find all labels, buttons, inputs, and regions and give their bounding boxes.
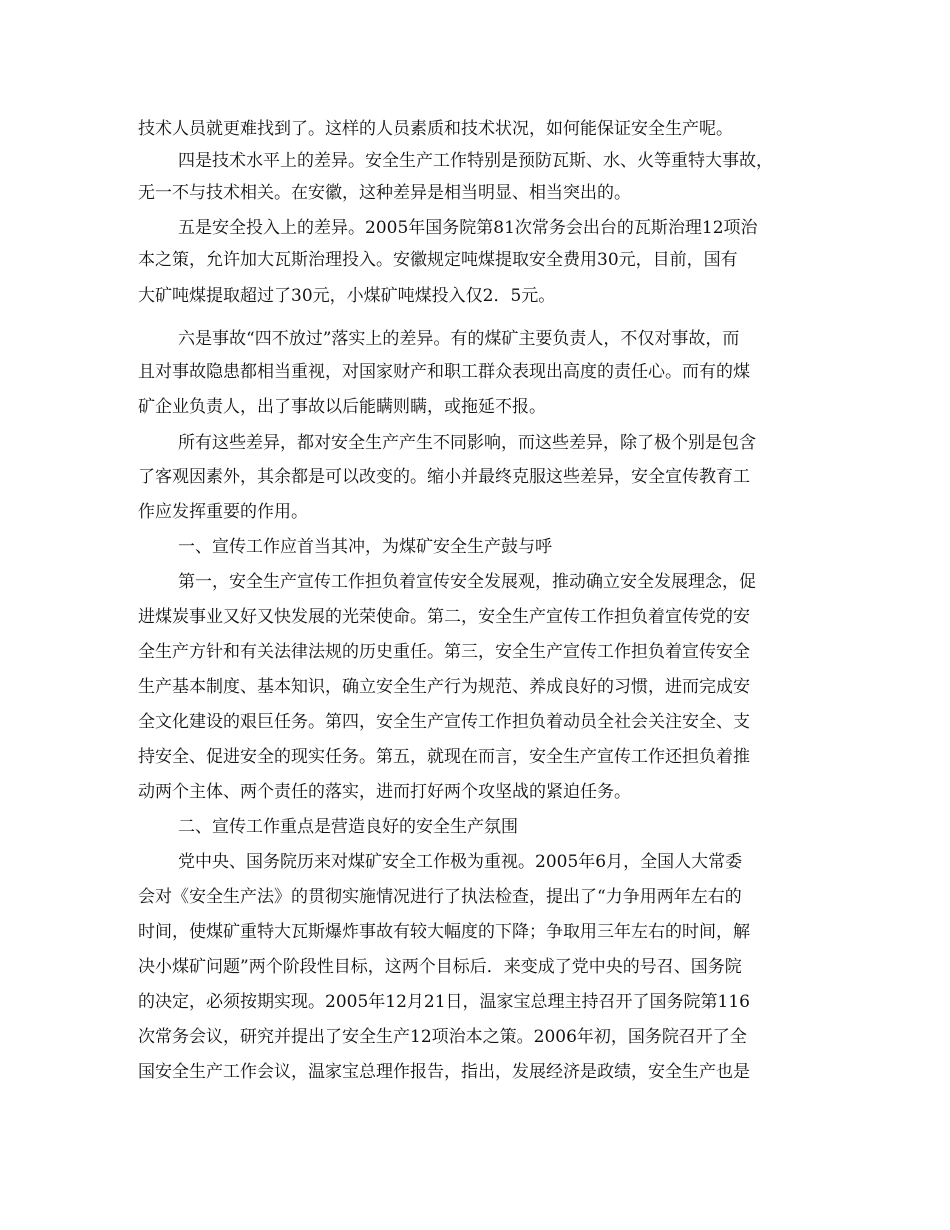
text-line: 次常务会议，研究并提出了安全生产12项治本之策。2006年初，国务院召开了全 [138,1027,747,1047]
text-line: 大矿吨煤提取超过了30元，小煤矿吨煤投入仅2．5元。 [138,286,556,306]
text-line: 进煤炭事业又好又快发展的光荣使命。第二，安全生产宣传工作担负着宣传党的安 [138,607,750,627]
paragraph-first-line: 五是安全投入上的差异。2005年国务院第81次常务会出台的瓦斯治理12项治 [178,218,758,238]
text-line: 且对事故隐患都相当重视，对国家财产和职工群众表现出高度的责任心。而有的煤 [138,362,750,382]
text-line: 全生产方针和有关法律法规的历史重任。第三，安全生产宣传工作担负着宣传安全 [138,642,750,662]
section-heading: 一、宣传工作应首当其冲，为煤矿安全生产鼓与呼 [178,537,552,557]
text-line: 全文化建设的艰巨任务。第四，安全生产宣传工作担负着动员全社会关注安全、支 [138,712,750,732]
text-line: 国安全生产工作会议，温家宝总理作报告，指出，发展经济是政绩，安全生产也是 [138,1062,750,1082]
text-line: 矿企业负责人，出了事故以后能瞒则瞒，或拖延不报。 [138,397,546,417]
text-line: 本之策，允许加大瓦斯治理投入。安徽规定吨煤提取安全费用30元，目前，国有 [138,250,738,270]
text-line: 无一不与技术相关。在安徽，这种差异是相当明显、相当突出的。 [138,183,631,203]
text-line: 生产基本制度、基本知识，确立安全生产行为规范、养成良好的习惯，进而完成安 [138,677,750,697]
text-line: 作应发挥重要的作用。 [138,502,308,522]
paragraph-first-line: 所有这些差异，都对安全生产产生不同影响，而这些差异，除了极个别是包含 [178,433,756,453]
text-line: 了客观因素外，其余都是可以改变的。缩小并最终克服这些差异，安全宣传教育工 [138,467,750,487]
paragraph-first-line: 党中央、国务院历来对煤矿安全工作极为重视。2005年6月，全国人大常委 [178,852,743,872]
text-line: 的决定，必须按期实现。2005年12月21日，温家宝总理主持召开了国务院第116 [138,992,750,1012]
text-line: 决小煤矿问题”两个阶段性目标，这两个目标后．来变成了党中央的号召、国务院 [138,957,742,977]
section-heading: 二、宣传工作重点是营造良好的安全生产氛围 [178,817,518,837]
text-line: 动两个主体、两个责任的落实，进而打好两个攻坚战的紧迫任务。 [138,782,631,802]
text-line: 时间，使煤矿重特大瓦斯爆炸事故有较大幅度的下降；争取用三年左右的时间，解 [138,922,750,942]
paragraph-first-line: 四是技术水平上的差异。安全生产工作特别是预防瓦斯、水、火等重特大事故， [178,151,773,171]
text-line: 持安全、促进安全的现实任务。第五，就现在而言，安全生产宣传工作还担负着推 [138,747,750,767]
text-line: 会对《安全生产法》的贯彻实施情况进行了执法检查，提出了“力争用两年左右的 [138,887,742,907]
paragraph-first-line: 六是事故“四不放过”落实上的差异。有的煤矿主要负责人，不仅对事故，而 [178,329,740,349]
paragraph-first-line: 第一，安全生产宣传工作担负着宣传安全发展观，推动确立安全发展理念，促 [178,572,756,592]
text-line: 技术人员就更难找到了。这样的人员素质和技术状况，如何能保证安全生产呢。 [138,119,733,139]
